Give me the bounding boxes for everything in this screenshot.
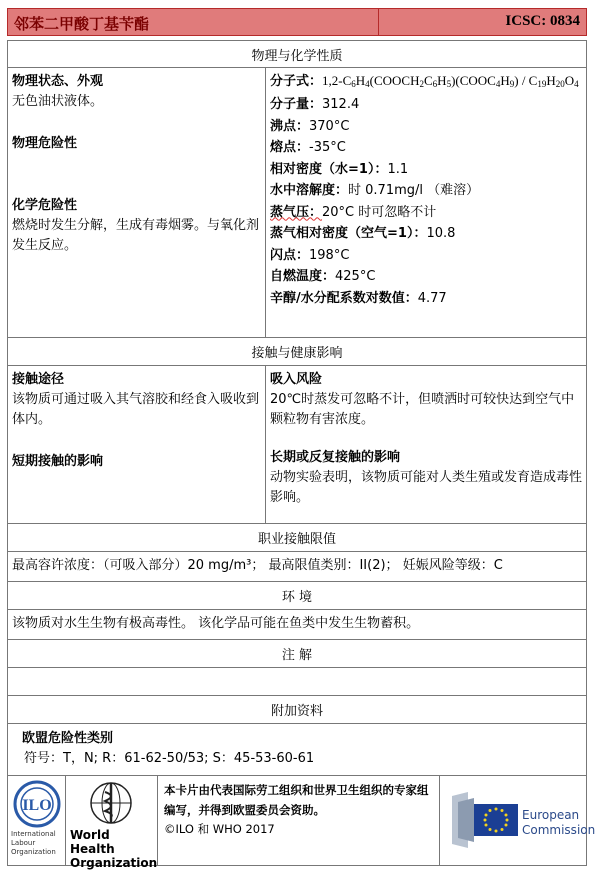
physical-hazard-label: 物理危险性 [12, 136, 78, 151]
limits-section-title: 职业接触限值 [7, 524, 587, 552]
route-label: 接触途径 [12, 372, 65, 387]
solubility-row: 水中溶解度：时 0.71mg/l （难溶） [270, 183, 480, 198]
notes-section-title: 注 解 [7, 640, 587, 668]
inhalation-value: 20℃时蒸发可忽略不计，但喷洒时可较快达到空气中颗粒物有害浓度。 [270, 392, 575, 427]
who-caption: World Health Organization [70, 828, 158, 870]
ilo-logo-cell [8, 776, 66, 865]
short-term-label: 短期接触的影响 [12, 454, 104, 469]
notes-text [7, 668, 587, 696]
exposure-left-column [8, 366, 266, 523]
long-term-value: 动物实验表明，该物质可能对人类生殖或发育造成毒性影响。 [270, 470, 583, 505]
state-value: 无色油状液体。 [12, 94, 104, 109]
ilo-caption: International Labour Organization [11, 830, 56, 856]
exposure-section-title: 接触与健康影响 [7, 338, 587, 366]
long-term-label: 长期或反复接触的影响 [270, 450, 401, 465]
copyright-text: ©ILO 和 WHO 2017 [164, 822, 275, 836]
mw-row: 分子量：312.4 [270, 97, 360, 112]
who-logo-icon [86, 780, 136, 826]
bp-row: 沸点：370°C [270, 118, 350, 134]
additional-section-title: 附加资料 [7, 696, 587, 724]
chemical-name: 邻苯二甲酸丁基苄酯 [7, 8, 379, 36]
route-value: 该物质可通过吸入其气溶胶和经食入吸收到体内。 [12, 392, 260, 427]
formula-value: $1,2-C_6H_4(COOCH_2C_6H_5)(COOC_4H_9) / C_{19}H_{20}O_4$ [322, 73, 579, 89]
vapour-density-row: 蒸气相对密度（空气=1）：10.8 [270, 226, 456, 241]
footer [7, 776, 596, 870]
ec-logo-icon [450, 790, 520, 850]
physchem-section-title: 物理与化学性质 [7, 40, 587, 68]
formula-row: 分子式：$1,2-C_6H_4(COOCH_2C_6H_5)(COOC_4H_9) / C_{19}H_{20}O_4$ [270, 73, 579, 89]
vapour-pressure-row: 蒸气压：20°C 时可忽略不计 [270, 204, 437, 220]
density-row: 相对密度（水=1）：1.1 [270, 161, 409, 177]
chemical-hazard-value: 燃烧时发生分解，生成有毒烟雾。与氧化剂发生反应。 [12, 218, 260, 253]
exposure-right-column [266, 366, 586, 523]
state-label: 物理状态、外观 [12, 74, 104, 89]
environment-section-title: 环 境 [7, 582, 587, 610]
ec-logo-cell [440, 776, 596, 865]
statement-cell [158, 776, 440, 865]
who-logo-cell [66, 776, 158, 870]
statement-text: 本卡片由代表国际劳工组织和世界卫生组织的专家组编写，并得到欧盟委员会资助。 [164, 783, 429, 817]
ec-caption: European Commission [522, 808, 596, 837]
autoignition-row: 自燃温度：425°C [270, 269, 376, 284]
physchem-section [7, 68, 587, 338]
physchem-right-column [266, 68, 586, 337]
mp-row: 熔点：-35°C [270, 140, 346, 155]
logp-row: 辛醇/水分配系数对数值：4.77 [270, 290, 447, 306]
environment-text: 该物质对水生生物有极高毒性。 该化学品可能在鱼类中发生生物蓄积。 [7, 610, 587, 640]
icsc-number: ICSC: 0834 [379, 8, 587, 36]
eu-classification-label: 欧盟危险性类别 [22, 731, 114, 746]
chemical-hazard-label: 化学危险性 [12, 198, 78, 213]
eu-classification-value: 符号：T，N; R：61-62-50/53; S：45-53-60-61 [24, 751, 315, 766]
inhalation-label: 吸入风险 [270, 372, 323, 387]
physchem-left-column [8, 68, 266, 337]
flash-point-row: 闪点：198°C [270, 247, 350, 263]
limits-text: 最高容许浓度：（可吸入部分）20 mg/m³； 最高限值类别：II(2)； 妊娠风险等级：C [7, 552, 587, 582]
card-header [7, 8, 587, 36]
svg-text:ILO: ILO [22, 797, 52, 814]
exposure-section [7, 366, 587, 524]
additional-section [7, 724, 587, 776]
ilo-logo-icon [9, 780, 65, 830]
